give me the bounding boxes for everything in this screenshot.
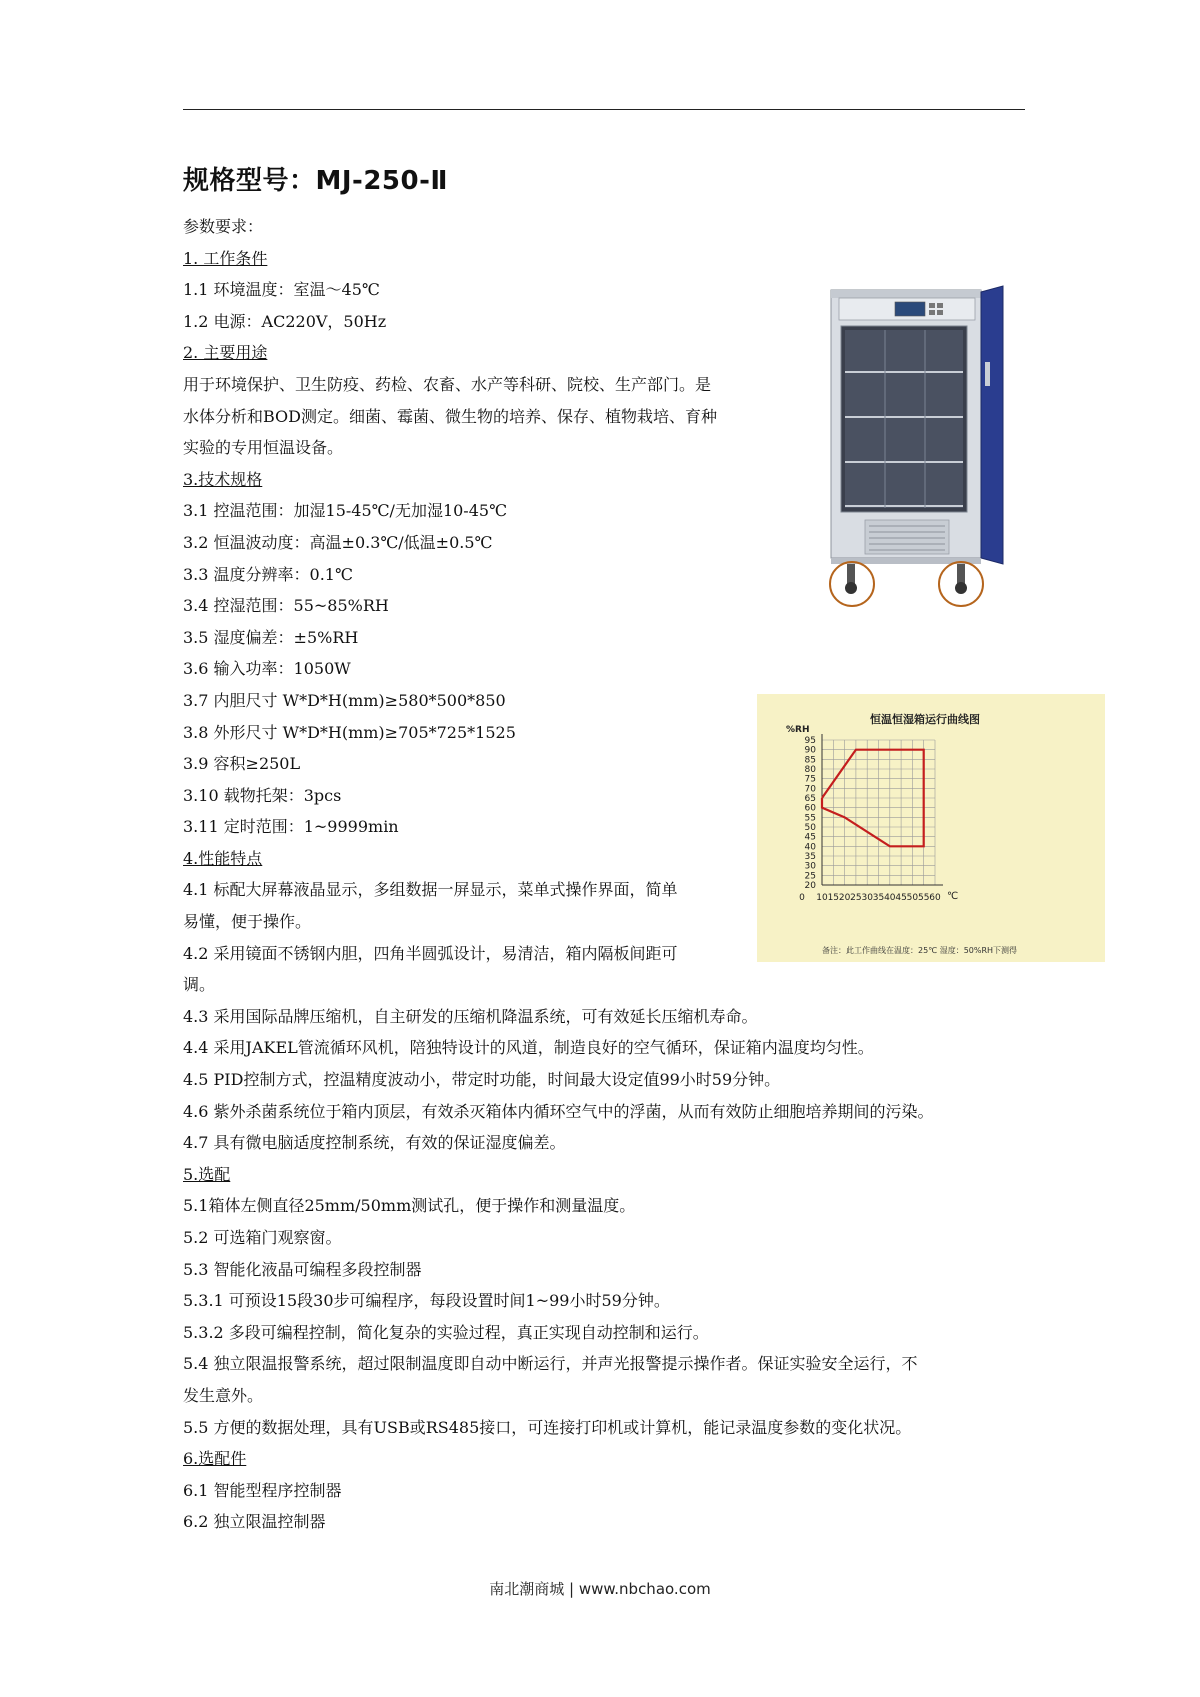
text-line: 4.4 采用JAKEL管流循环风机，陪独特设计的风道，制造良好的空气循环，保证箱内温度均匀性。 [183,1038,874,1058]
text-line: 5.5 方便的数据处理，具有USB或RS485接口，可连接打印机或计算机，能记录温度参数的变化状况。 [183,1417,912,1437]
text-line: 3.11 定时范围：1~9999min [183,817,399,837]
x-tick-label: 50 [906,893,919,903]
open-door [981,286,1003,564]
text-line: 5.3.1 可预设15段30步可编程序，每段设置时间1~99小时59分钟。 [183,1291,670,1311]
y-tick-label: 85 [804,755,816,766]
y-tick-label: 40 [804,842,816,853]
section-heading [183,243,1043,275]
door-handle [985,362,990,386]
page-title: 规格型号：MJ-250-Ⅱ [183,166,449,196]
text-line: 水体分析和BOD测定。细菌、霉菌、微生物的培养、保存、植物栽培、育种 [183,406,718,426]
text-line: 3.7 内胆尺寸 W*D*H(mm)≥580*500*850 [183,690,506,710]
chart-note: 备注：此工作曲线在温度：25℃ 湿度：50%RH下测得 [822,946,1018,955]
y-tick-label: 35 [804,852,816,862]
y-tick-label: 65 [804,794,816,804]
text-line: 5.1箱体左侧直径25mm/50mm测试孔，便于操作和测量温度。 [183,1196,636,1216]
cabinet-top [831,290,981,298]
text-line: 3.10 载物托架：3pcs [183,785,342,805]
footer: 南北潮商城 | www.nbchao.com [489,1580,711,1598]
text-line: 参数要求： [183,217,264,236]
section-heading-text: 5.选配 [183,1164,231,1184]
x-tick-label: 10 [816,893,828,903]
y-tick-label: 45 [804,832,816,843]
text-line: 3.2 恒温波动度：高温±0.3℃/低温±0.5℃ [183,532,493,552]
y-axis-label: %RH [786,725,810,735]
text-line: 1.2 电源：AC220V，50Hz [183,311,387,331]
section-heading-text: 6.选配件 [183,1449,247,1469]
y-tick-label: 55 [804,813,816,824]
lcd-display [895,302,925,316]
y-tick-label: 75 [804,774,816,785]
y-tick-label: 70 [804,784,816,795]
section-heading-text: 4.性能特点 [183,848,263,868]
text-line: 3.4 控湿范围：55~85%RH [183,596,389,616]
text-line: 用于环境保护、卫生防疫、药检、农畜、水产等科研、院校、生产部门。是 [183,374,712,394]
text-line: 3.9 容积≥250L [183,754,301,774]
text-line: 4.6 紫外杀菌系统位于箱内顶层，有效杀灭箱体内循环空气中的浮菌，从而有效防止细胞培养期间的污染。 [183,1101,934,1121]
text-line: 3.8 外形尺寸 W*D*H(mm)≥705*725*1525 [183,722,516,742]
text-line: 3.1 控温范围：加湿15-45℃/无加湿10-45℃ [183,501,507,521]
y-tick-label: 30 [804,861,816,872]
text-line: 4.5 PID控制方式，控温精度波动小，带定时功能，时间最大设定值99小时59分钟。 [183,1070,781,1090]
x-tick-label: 45 [895,893,907,903]
vent-panel [865,520,949,554]
x-tick-label: 35 [872,893,885,903]
header-rule [183,109,1025,110]
text-line: 6.2 独立限温控制器 [183,1512,326,1532]
section-heading [183,1159,1043,1191]
text-line: 4.2 采用镜面不锈钢内胆，四角半圆弧设计，易清洁，箱内隔板间距可 [183,943,678,963]
y-tick-label: 80 [804,765,816,775]
text-line: 实验的专用恒温设备。 [183,438,344,458]
text-line: 发生意外。 [183,1385,264,1405]
section-heading-text: 3.技术规格 [183,469,263,489]
text-line: 6.1 智能型程序控制器 [183,1480,342,1500]
text-line: 5.4 独立限温报警系统，超过限制温度即自动中断运行，并声光报警提示操作者。保证实验安全运行，不 [183,1354,918,1374]
y-tick-label: 25 [804,871,816,882]
y-tick-label: 20 [804,881,816,891]
text-line: 3.5 湿度偏差：±5%RH [183,627,359,647]
section-heading [183,1443,1043,1475]
x-tick-label: 40 [884,893,896,903]
y-tick-label: 95 [804,736,816,746]
text-line: 调。 [183,975,216,995]
x-tick-label: 0 [799,893,805,903]
text-line: 3.6 输入功率：1050W [183,659,351,679]
text-line: 5.2 可选箱门观察窗。 [183,1228,342,1247]
x-tick-label: 30 [861,893,873,903]
text-line: 3.3 温度分辨率：0.1℃ [183,564,353,584]
section-heading-text: 1. 工作条件 [183,248,268,268]
text-line: 4.1 标配大屏幕液晶显示，多组数据一屏显示，菜单式操作界面，简单 [183,880,678,900]
x-axis-label: ℃ [947,891,959,902]
x-tick-label: 15 [827,893,840,903]
incubator-photo [825,282,1025,637]
x-tick-label: 25 [850,893,862,903]
text-line: 易懂，便于操作。 [183,912,312,932]
chart-title: 恒温恒湿箱运行曲线图 [870,713,980,726]
section-heading-text: 2. 主要用途 [183,343,268,363]
y-tick-label: 90 [804,745,816,756]
text-line: 5.3.2 多段可编程控制，简化复杂的实验过程，真正实现自动控制和运行。 [183,1322,709,1342]
x-tick-label: 20 [838,893,851,903]
text-line: 1.1 环境温度：室温～45℃ [183,280,380,300]
text-line: 4.7 具有微电脑适度控制系统，有效的保证湿度偏差。 [183,1133,566,1153]
text-line: 4.3 采用国际品牌压缩机，自主研发的压缩机降温系统，可有效延长压缩机寿命。 [183,1006,758,1026]
y-tick-label: 50 [804,823,816,833]
y-tick-label: 60 [804,803,816,814]
humidity-temperature-chart [757,694,1105,962]
text-line: 5.3 智能化液晶可编程多段控制器 [183,1259,422,1279]
x-tick-label: 55 [917,893,930,903]
x-tick-label: 60 [929,893,941,903]
